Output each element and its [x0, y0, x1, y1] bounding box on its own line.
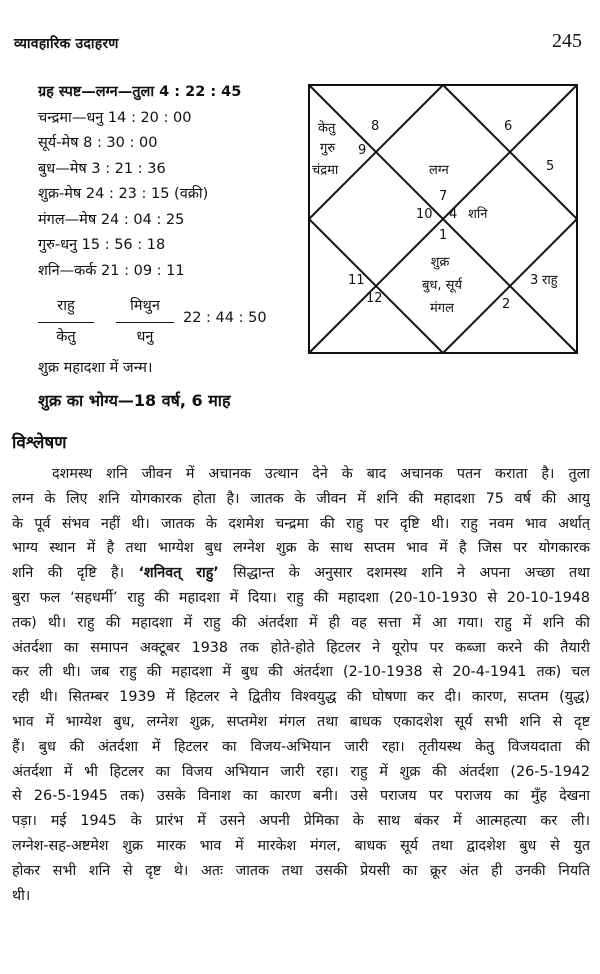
planet-budh-surya: बुध, सूर्य	[421, 278, 463, 293]
house-2: 2	[502, 297, 511, 312]
planet-row: चन्द्रमा—धनु 14 : 20 : 00	[38, 109, 192, 126]
birth-chart-diagram	[308, 84, 578, 354]
planet-row: शनि—कर्क 21 : 09 : 11	[38, 262, 185, 279]
planet-ketu: केतु	[318, 121, 336, 136]
planet-row: बुध—मेष 3 : 21 : 36	[38, 160, 166, 177]
section-title: व्यावहारिक उदाहरण	[14, 36, 119, 52]
house-10: 10	[416, 207, 433, 222]
paragraph-line: लग्न के लिए शनि योगकारक होता है। जातक के जीवन में शनि की महादशा 75 वर्ष की आयु	[12, 490, 590, 507]
paragraph-line: कर ली थी। जब राहु की महादशा में बुध की अंतर्दशा (2-10-1938 से 20-4-1941 तक) चल	[12, 664, 590, 681]
page-number: 245	[552, 30, 582, 52]
lagna-label: लग्न	[429, 163, 449, 178]
line-end: सिद्धान्त के अनुसार दशमस्थ शनि ने अपना अच्छा तथा	[233, 565, 590, 582]
house-1: 1	[439, 228, 448, 243]
rahu-degree: 22 : 44 : 50	[183, 310, 267, 326]
paragraph-line: अंतर्दशा में भी हिटलर का विजय अभियान जारी रहा। राहु में शुक्र की अंतर्दशा (26-5-1942	[12, 763, 590, 780]
planet-positions	[38, 80, 308, 413]
paragraph-line: दशमस्थ शनि जीवन में अचानक उत्थान देने के बाद अचानक पतन कराता है। तुला	[52, 466, 590, 482]
planet-guru: गुरु	[320, 141, 336, 156]
paragraph-line: पड़ा। मई 1945 के प्रारंभ में उसने अपनी प्रेमिका के साथ बंकर में आत्महत्या कर ली।	[12, 813, 590, 830]
house-12: 12	[366, 291, 383, 306]
birth-dasha: शुक्र महादशा में जन्म।	[38, 360, 153, 376]
house-11: 11	[348, 273, 365, 288]
paragraph-line	[12, 561, 590, 586]
paragraph-line: लग्नेश-सह-अष्टमेश शुक्र मारक भाव में मारकेश मंगल, बाधक सूर्य तथा द्वादशेश बुध से युत	[12, 837, 590, 854]
house-8: 8	[371, 119, 380, 134]
paragraph-line: बुरा फल ‘सहधर्मी’ राहु की महादशा में दिया। राहु की महादशा (20-10-1930 से 20-10-1948	[12, 589, 590, 606]
paragraph-line: तक) थी। राहु की महादशा में राहु की अंतर्दशा में ही वह सत्ता में आ गया। राहु में शनि की	[12, 614, 590, 631]
paragraph-line: से 26-5-1945 तक) उसके विनाश का कारण बनी। उसे पराजय पर पराजय का मुँह देखना	[12, 788, 590, 805]
planet-row: मंगल—मेष 24 : 04 : 25	[38, 211, 185, 228]
planet-shani: शनि	[468, 207, 488, 222]
house-6: 6	[504, 119, 513, 134]
line-start: शनि की दृष्टि है।	[12, 565, 125, 582]
paragraph-line: के पूर्व संभव नहीं थी। जातक के दशमेश चन्द्रमा की राहु पर दृष्टि थी। राहु नवम भाव अर्थात्	[12, 515, 590, 532]
planet-row: गुरु-धनु 15 : 56 : 18	[38, 237, 166, 253]
planet-rahu: राहु	[542, 273, 558, 288]
paragraph-line: होकर सभी शनि से दृष्ट थे। अतः जातक तथा उसकी प्रेयसी का क्रूर अंत ही उनकी नियति	[12, 862, 590, 879]
bold-phrase: ‘शनिवत् राहु’	[138, 565, 219, 582]
rahu-label: राहु	[38, 294, 94, 323]
paragraph-line: रही थी। सितम्बर 1939 में हिटलर ने द्वितीय विश्वयुद्ध की घोषणा कर दी। कारण, सप्तम (युद्ध)	[12, 689, 590, 706]
paragraph-line: भाग्य स्थान में है तथा भाग्येश बुध लग्नेश शुक्र के साथ सप्तम भाव में है जिस पर योगकारक	[12, 540, 590, 557]
sign-mithun: मिथुन	[116, 294, 174, 323]
ketu-label: केतु	[56, 328, 76, 345]
birth-chart	[308, 84, 578, 358]
planet-row: सूर्य-मेष 8 : 30 : 00	[38, 135, 158, 151]
paragraph-line: हैं। बुध की अंतर्दशा में हिटलर का विजय-अभियान जारी रहा। तृतीयस्थ केतु विजयदाता की	[12, 738, 590, 755]
paragraph-line: भाव में भाग्येश बुध, लग्नेश शुक्र, सप्तमेश मंगल तथा बाधक एकादशेश सूर्य सभी शनि से दृष्ट	[12, 713, 590, 730]
house-5: 5	[546, 159, 555, 174]
house-9: 9	[358, 143, 367, 158]
planet-chandrama: चंद्रमा	[312, 163, 339, 178]
analysis-paragraph	[12, 462, 590, 908]
sign-dhanu: धनु	[136, 328, 154, 345]
house-4: 4	[449, 207, 458, 222]
sign-fraction	[116, 294, 174, 350]
paragraph-line: थी।	[12, 887, 31, 904]
planet-row: शुक्र-मेष 24 : 23 : 15 (वक्री)	[38, 186, 209, 202]
rahu-ketu-fraction	[38, 294, 94, 350]
planet-heading: ग्रह स्पष्ट—लग्न—तुला 4 : 22 : 45	[38, 84, 242, 100]
house-3: 3	[530, 273, 539, 288]
house-7: 7	[439, 189, 448, 204]
analysis-heading: विश्लेषण	[12, 433, 67, 453]
paragraph-line: अंतर्दशा का समापन अक्टूबर 1938 तक होते-होते हिटलर ने यूरोप पर कब्जा करने की तैयारी	[12, 639, 590, 656]
planet-shukra: शुक्र	[430, 255, 450, 270]
bhogya-period: शुक्र का भोग्य—18 वर्ष, 6 माह	[38, 390, 231, 410]
rahu-ketu-position	[38, 288, 308, 354]
planet-mangal: मंगल	[430, 301, 454, 316]
